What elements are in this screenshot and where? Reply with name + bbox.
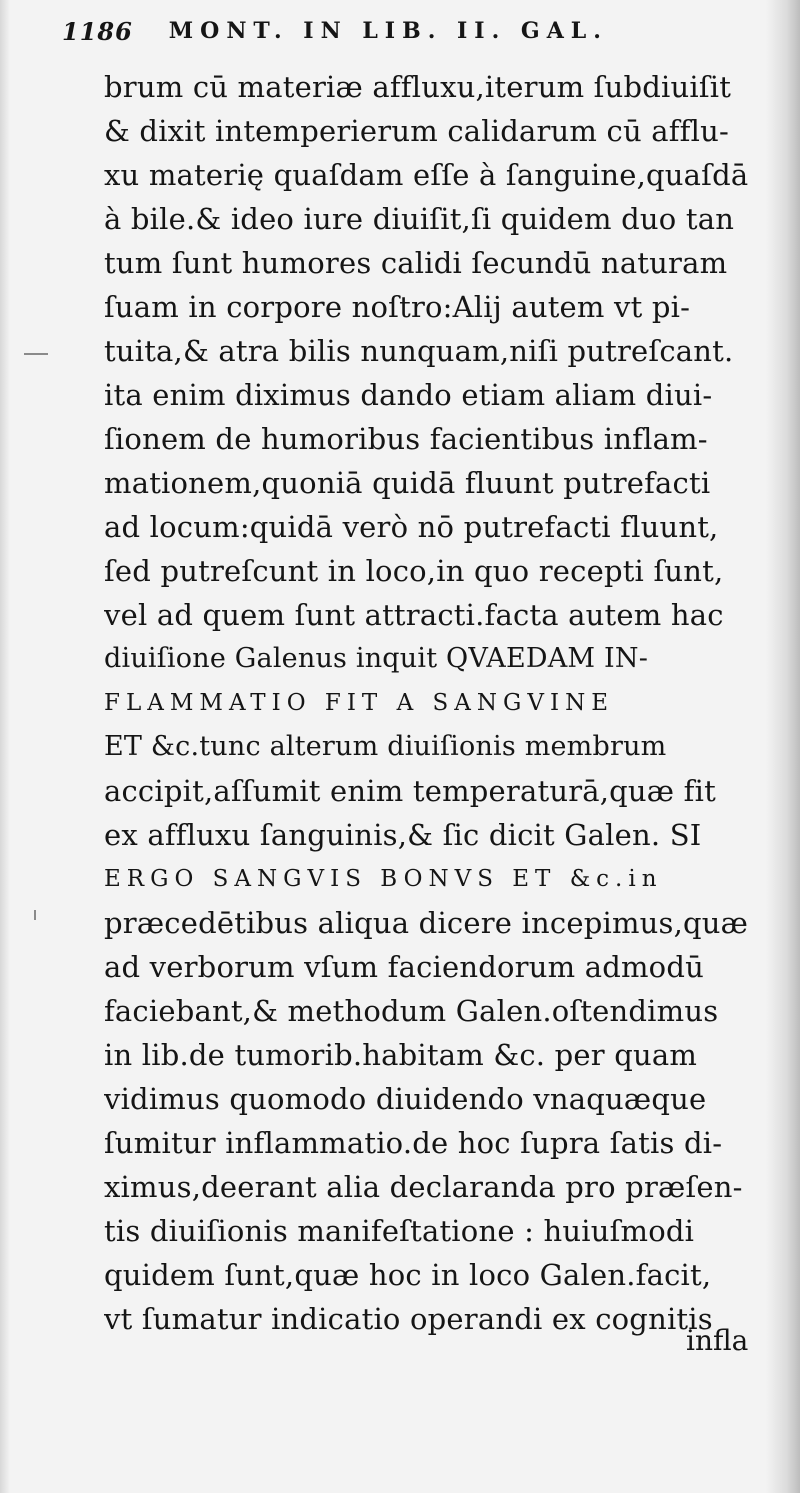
text-line: tis diuiſionis manifeſtatione : huiuſmodi [104, 1214, 695, 1248]
text-line: ERGO SANGVIS BONVS ET &c.in [104, 866, 663, 892]
body-text [104, 65, 764, 1341]
margin-mark [24, 353, 48, 355]
text-line: mationem,quoniā quidā fluunt putrefacti [104, 466, 711, 500]
text-line: vel ad quem ſunt attracti.facta autem hac [104, 598, 724, 632]
text-line: vidimus quomodo diuidendo vnaquæque [104, 1082, 707, 1116]
text-line: ſumitur inflammatio.de hoc ſupra ſatis di- [104, 1126, 723, 1160]
text-line: ſionem de humoribus facientibus inflam- [104, 422, 708, 456]
text-line: ad verborum vſum faciendorum admodū [104, 950, 704, 984]
margin-mark [34, 910, 36, 920]
text-line: ex affluxu ſanguinis,& ſic dicit Galen. SI [104, 818, 702, 852]
text-line: ſed putreſcunt in loco,in quo recepti ſunt, [104, 554, 724, 588]
text-line: ET &c.tunc alterum diuiſionis membrum [104, 731, 667, 762]
text-line: tuita,& atra bilis nunquam,niſi putreſcant. [104, 334, 734, 368]
text-line: in lib.de tumorib.habitam &c. per quam [104, 1038, 698, 1072]
page-edge-shadow [766, 0, 800, 1493]
text-line: tum ſunt humores calidi ſecundū naturam [104, 246, 728, 280]
text-line: diuiſione Galenus inquit QVAEDAM IN- [104, 643, 649, 674]
text-line: ſuam in corpore noſtro:Alij autem vt pi- [104, 290, 691, 324]
text-line: xu materię quaſdam eſſe à ſanguine,quaſdā [104, 158, 749, 192]
page-number: 1186 [62, 16, 133, 46]
text-line: ximus,deerant alia declaranda pro præſen- [104, 1170, 743, 1204]
text-line: ita enim diximus dando etiam aliam diui- [104, 378, 713, 412]
page-gutter-shadow [0, 0, 10, 1493]
text-line: vt ſumatur indicatio operandi ex cognitis [104, 1302, 713, 1336]
text-line: accipit,aſſumit enim temperaturā,quæ fit [104, 774, 716, 808]
text-line: FLAMMATIO FIT A SANGVINE [104, 690, 614, 716]
text-line: ad locum:quidā verò nō putrefacti fluunt, [104, 510, 719, 544]
text-line: brum cū materiæ affluxu,iterum ſubdiuiſit [104, 70, 732, 104]
running-head: MONT. IN LIB. II. GAL. [168, 18, 608, 44]
text-line: præcedētibus aliqua dicere incepimus,quæ [104, 906, 749, 940]
text-line: quidem ſunt,quæ hoc in loco Galen.facit, [104, 1258, 712, 1292]
text-line: faciebant,& methodum Galen.oſtendimus [104, 994, 719, 1028]
catchword: infla [686, 1324, 749, 1357]
text-line: à bile.& ideo iure diuiſit,ſi quidem duo tan [104, 202, 735, 236]
page-header [62, 14, 752, 48]
text-line: & dixit intemperierum calidarum cū afflu- [104, 114, 729, 148]
